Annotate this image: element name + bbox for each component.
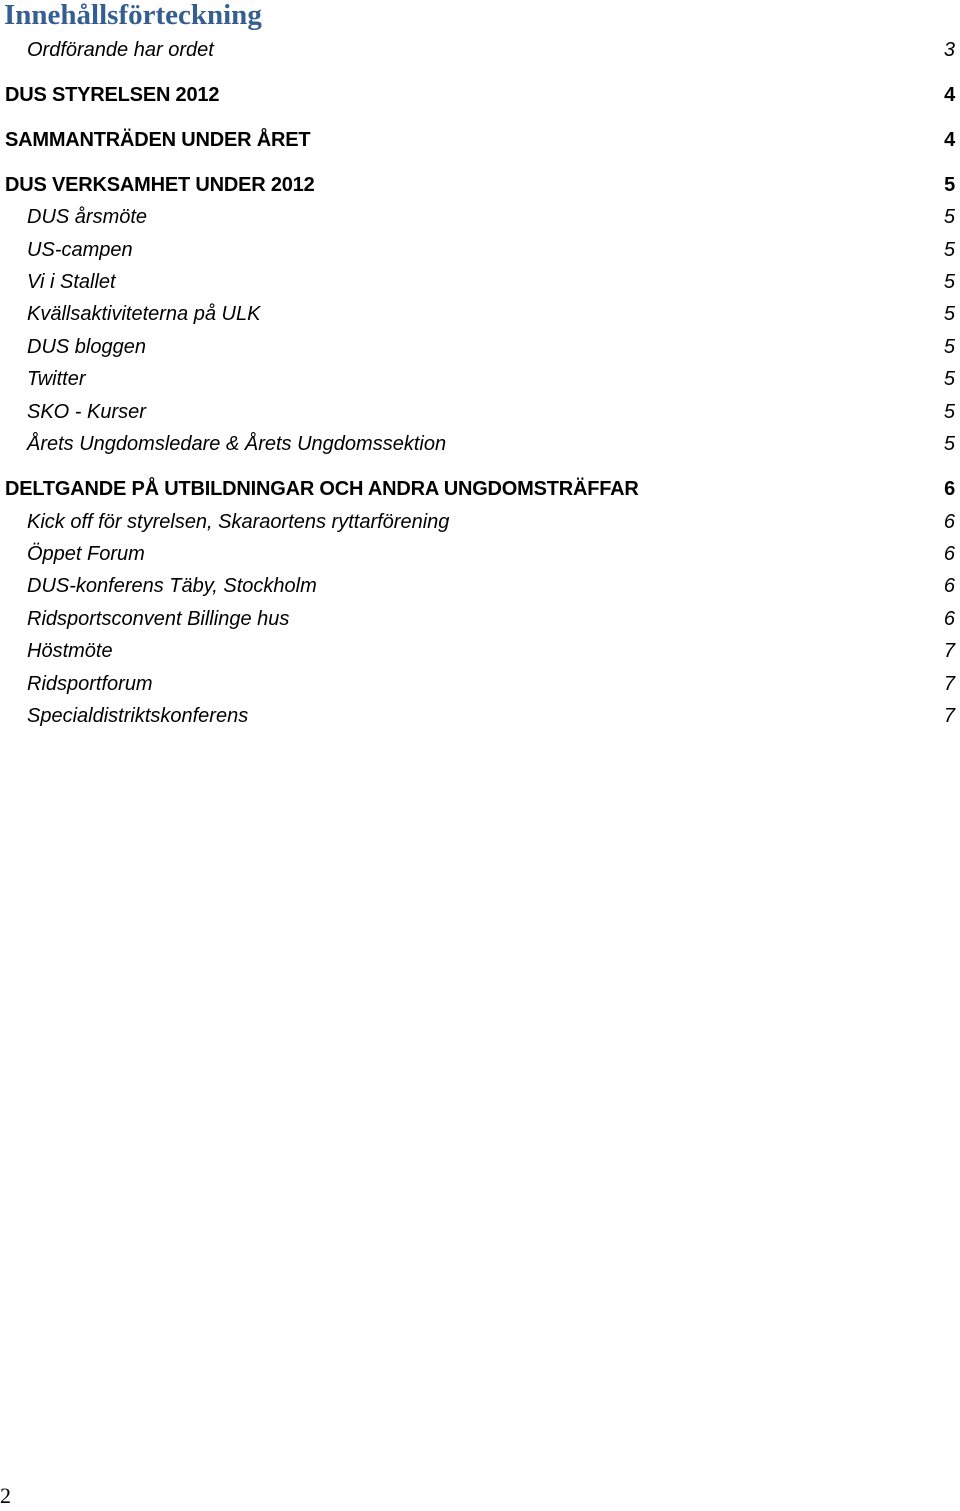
toc-entry[interactable] <box>0 332 960 362</box>
toc-entry[interactable] <box>0 507 960 537</box>
toc-entry[interactable] <box>0 299 960 329</box>
toc-entry-label: Kick off för styrelsen, Skaraortens ryttarförening <box>27 511 450 533</box>
toc-entry-page: 6 <box>943 608 955 630</box>
toc-entry-page: 4 <box>944 129 955 151</box>
toc-entry[interactable] <box>0 604 960 634</box>
toc-entry-label: Vi i Stallet <box>27 271 116 293</box>
toc-entry[interactable] <box>0 125 960 155</box>
toc-entry[interactable] <box>0 571 960 601</box>
toc-entry-page: 6 <box>943 575 955 597</box>
toc-entry[interactable] <box>0 202 960 232</box>
toc-entry-page: 4 <box>944 84 955 106</box>
toc-entry-label: US-campen <box>27 239 133 261</box>
toc-heading: Innehållsförteckning <box>4 0 262 31</box>
toc-entry[interactable] <box>0 539 960 569</box>
toc-entry[interactable] <box>0 170 960 200</box>
toc-entry-label: DUS STYRELSEN 2012 <box>5 84 220 106</box>
toc-entry-page: 3 <box>943 39 955 61</box>
toc-entry-page: 5 <box>943 271 955 293</box>
toc-entry[interactable] <box>0 397 960 427</box>
toc-entry-page: 5 <box>943 303 955 325</box>
toc-entry[interactable] <box>0 429 960 459</box>
toc-entry-page: 5 <box>943 433 955 455</box>
toc-entry-page: 5 <box>943 368 955 390</box>
toc-entry[interactable] <box>0 267 960 297</box>
toc-entry-label: Twitter <box>27 368 86 390</box>
toc-entry-page: 7 <box>943 705 955 727</box>
toc-entry[interactable] <box>0 701 960 731</box>
toc-entry-page: 5 <box>943 239 955 261</box>
toc-entry-page: 6 <box>944 478 955 500</box>
toc-entry-page: 7 <box>943 640 955 662</box>
toc-entry-label: DUS bloggen <box>27 336 146 358</box>
toc-entry-label: Årets Ungdomsledare & Årets Ungdomssektion <box>27 433 447 455</box>
toc-entry-page: 5 <box>943 336 955 358</box>
toc-entry-label: SKO - Kurser <box>27 401 146 423</box>
toc-entry-label: DUS-konferens Täby, Stockholm <box>27 575 317 597</box>
toc-entry-page: 6 <box>943 543 955 565</box>
toc-entry[interactable] <box>0 474 960 504</box>
toc-entry-label: Ridsportsconvent Billinge hus <box>27 608 290 630</box>
toc-entry[interactable] <box>0 669 960 699</box>
toc-entry[interactable] <box>0 364 960 394</box>
toc-entry-label: DUS årsmöte <box>27 206 148 228</box>
toc-entry-label: Ridsportforum <box>27 673 153 695</box>
toc-entry-label: Höstmöte <box>27 640 113 662</box>
toc-entry[interactable] <box>0 35 960 65</box>
toc-entry-label: Ordförande har ordet <box>27 39 214 61</box>
toc-entry[interactable] <box>0 235 960 265</box>
page-number: 2 <box>0 1483 11 1508</box>
toc-entry-label: Specialdistriktskonferens <box>27 705 249 727</box>
toc-entry-page: 7 <box>943 673 955 695</box>
toc-entry-label: DUS VERKSAMHET UNDER 2012 <box>5 174 315 196</box>
toc-entry-label: SAMMANTRÄDEN UNDER ÅRET <box>5 129 311 151</box>
toc-entry-page: 5 <box>943 401 955 423</box>
toc-entry-page: 6 <box>943 511 955 533</box>
toc-entry[interactable] <box>0 80 960 110</box>
toc-entry-label: Öppet Forum <box>27 543 145 565</box>
toc-entry-label: DELTGANDE PÅ UTBILDNINGAR OCH ANDRA UNGDOMSTRÄFFAR <box>5 478 639 500</box>
toc-entry-page: 5 <box>944 174 955 196</box>
toc-entry-label: Kvällsaktiviteterna på ULK <box>27 303 261 325</box>
toc-entry[interactable] <box>0 636 960 666</box>
toc-entry-page: 5 <box>943 206 955 228</box>
